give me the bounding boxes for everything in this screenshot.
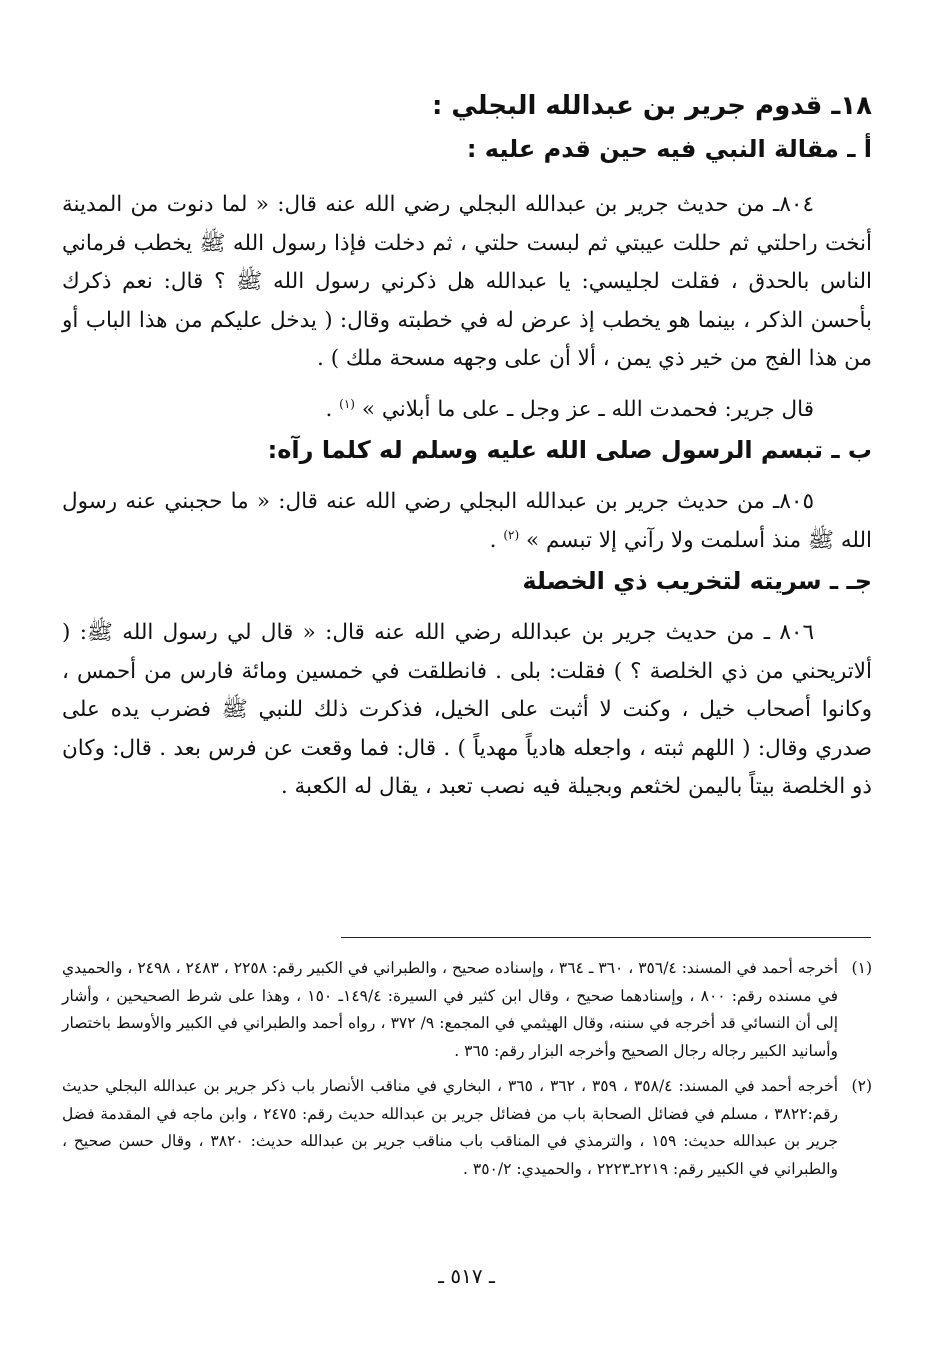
subsection-heading-a: أ ـ مقالة النبي فيه حين قدم عليه : [466,135,872,163]
footnote-text: أخرجه أحمد في المسند: ٣٥٦/٤ ، ٣٦٠ ـ ٣٦٤ ، وإسناده صحيح ، والطبراني في الكبير رقم: ٢٢٥٨ ، ٢٤٨٣ ، ٢٤٩٨ ، والحميدي في مسنده رقم: ٨٠٠ ، وإسنادهما صحيح ، وقال ابن كثير في السيرة: ١٤٩/٤ـ ١٥٠ ، وهذا على شرط الصحيحين ، وأشار إلى أن النسائي قد أخرجه في سننه، وقال الهيثمي في المجمع: ٩/ ٣٧٢ ، رواه أحمد والطبراني في الكبير والأوسط باختصار وأسانيد الكبير رجاله رجال الصحيح وأخرجه البزار رقم: ٣٦٥ . [62,959,839,1060]
closing-period: . [325,396,340,422]
closing-text: قال جرير: فحمدت الله ـ عز وجل ـ على ما أبلاني » [361,396,814,422]
hadith-805 [62,483,872,560]
footnote-number: (١) [851,959,872,977]
hadith-805-text: ٨٠٥ـ من حديث جرير بن عبدالله البجلي رضي الله عنه قال: « ما حجبني عنه رسول الله ﷺ منذ أسلمت ولا رآني إلا تبسم » [62,489,872,553]
footnote-text: أخرجه أحمد في المسند: ٣٥٨/٤ ، ٣٥٩ ، ٣٦٢ ، ٣٦٥ ، البخاري في مناقب الأنصار باب ذكر جرير بن عبدالله البجلي حديث رقم:٣٨٢٢ ، مسلم في فضائل الصحابة باب من فضائل جرير بن عبدالله حديث رقم: ٢٤٧٥ ، وابن ماجه في المقدمة فضل جرير بن عبدالله حديث: ١٥٩ ، والترمذي في المناقب باب مناقب جرير بن عبدالله حديث: ٣٨٢٠ ، وقال حسن صحيح ، والطبراني في الكبير رقم: ٢٢١٩ـ٢٢٢٣ ، والحميدي: ٣٥٠/٢ . [62,1077,839,1178]
section-title: ١٨ـ قدوم جرير بن عبدالله البجلي : [431,91,872,121]
footnote-divider [341,937,871,938]
closing-period: . [489,527,504,553]
page-number: ـ ٥١٧ ـ [438,1264,495,1288]
footnote-ref-2[interactable]: (٢) [503,527,520,542]
hadith-804: ٨٠٤ـ من حديث جرير بن عبدالله البجلي رضي الله عنه قال: « لما دنوت من المدينة أنخت راحلتي ثم حللت عيبتي ثم لبست حلتي ، ثم دخلت فإذا رسول الله ﷺ يخطب فرماني الناس بالحدق ، فقلت لجليسي: يا عبدالله هل ذكرني رسول الله ﷺ ؟ قال: نعم ذكرك بأحسن الذكر ، بينما هو يخطب إذ عرض له في خطبته وقال: ( يدخل عليكم من هذا الباب أو من هذا الفج من خير ذي يمن ، ألا أن على وجهه مسحة ملك ) . [62,192,872,371]
subsection-heading-c: جـ ـ سريته لتخريب ذي الخصلة [522,567,872,595]
main-text [62,78,872,807]
hadith-806: ٨٠٦ ـ من حديث جرير بن عبدالله رضي الله عنه قال: « قال لي رسول الله ﷺ: ( ألاتريحني من ذي الخلصة ؟ ) فقلت: بلى . فانطلقت في خمسين ومائة فارس من أحمس ، وكانوا أصحاب خيل ، وكنت لا أثبت على الخيل، فذكرت ذلك للنبي ﷺ فضرب يده على صدري وقال: ( اللهم ثبته ، واجعله هادياً مهدياً ) . قال: فما وقعت عن فرس بعد . قال: وكان ذو الخلصة بيتاً باليمن لخثعم وبجيلة فيه نصب تعبد ، يقال له الكعبة . [62,620,872,799]
hadith-804-closing [62,391,872,430]
footnote-number: (٢) [851,1077,872,1095]
footnote-1 [62,955,872,1065]
subsection-heading-b: ب ـ تبسم الرسول صلى الله عليه وسلم له كلما رآه: [267,436,872,464]
footnotes [62,955,872,1191]
footnote-2 [62,1073,872,1183]
footnote-ref-1[interactable]: (١) [339,396,355,411]
